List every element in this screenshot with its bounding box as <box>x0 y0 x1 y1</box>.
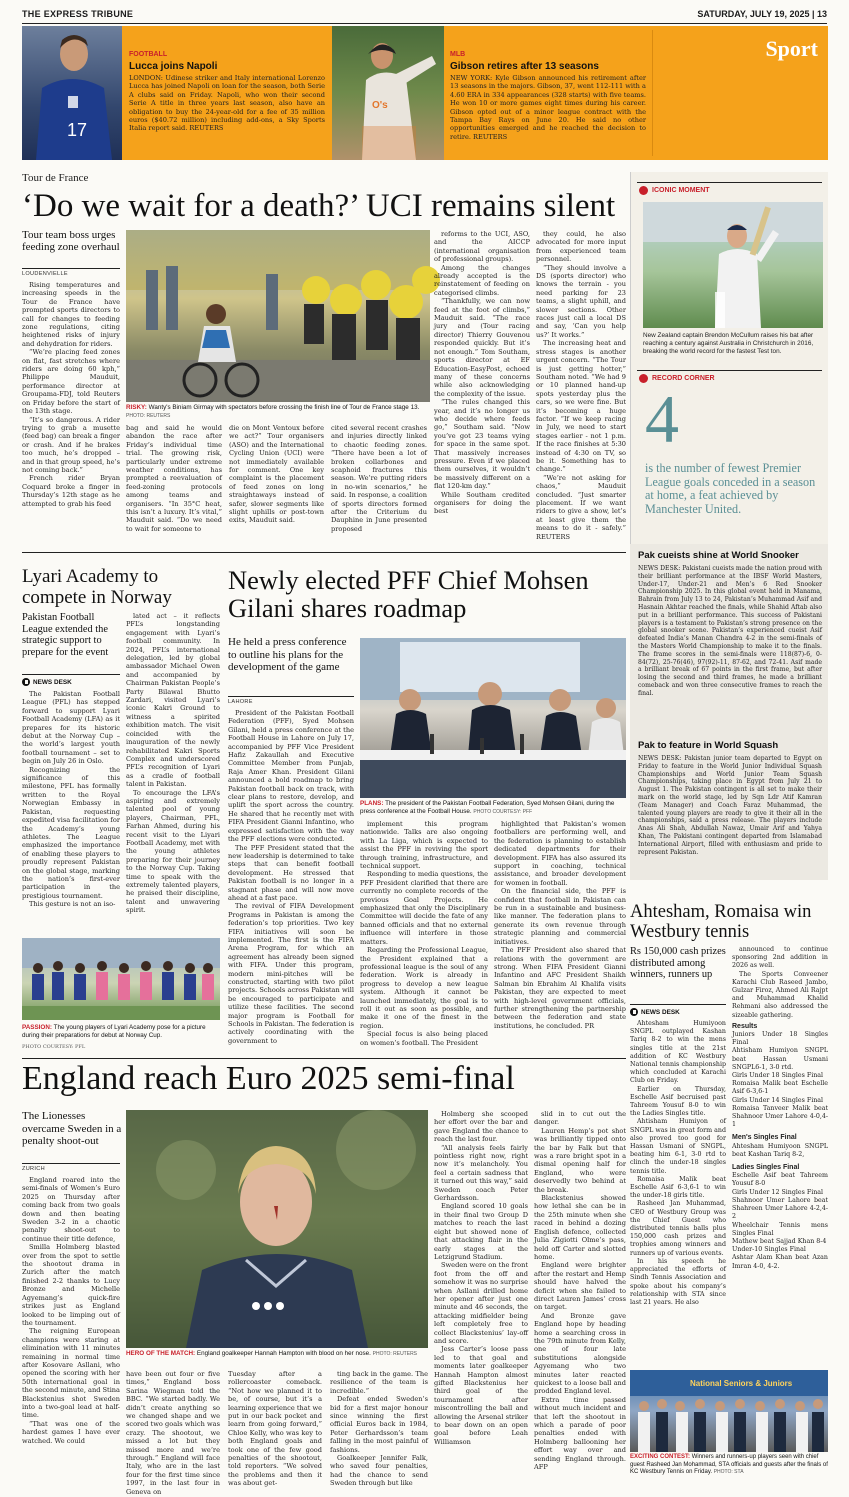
tdf-para: “We’re placing feed zones on flat, fast stretches where riders are doing 60 kph,” Philippe Mauduit, performance director at Groupama-FDJ, told Reuters on Friday before the start of the 13th stage. <box>22 348 120 416</box>
sidebar-rule <box>637 182 822 183</box>
lyari-byline: NEWS DESK <box>33 678 72 686</box>
result-line: Ahtesham Humiyoon SNGPL beat Kashan Tariq 8-2, <box>732 1142 828 1158</box>
westbury-para: Rasheed Jan Muhammad, CEO of Westbury Group was the Chief Guest who distributed tennis balls plus 150,000 cash prizes and trophies among winners and runners up of various events. <box>630 1200 726 1257</box>
euro-para: Blackstenius showed how lethal she can be in the 25th minute when she raced in behind a dozing English defence, collected Julia Zigiotti Olme’s pass, held off Carter and slotted home. <box>534 1194 626 1261</box>
result-line: Under-10 Singles Final <box>732 1246 806 1254</box>
westbury-para: Romaisa Malik beat Eschelle Asif 6-3,6-1 to win the under-18 girls title. <box>630 1175 726 1200</box>
euro-para: England scored 10 goals in their final two Group D matches to reach the last eight but showed none of that attacking flair in the early stages at the Letzigrund Stadium. <box>434 1202 528 1261</box>
euro-col4 <box>330 1370 428 1488</box>
tdf-para: “We’re not asking for chaos,” Mauduit concluded. “Just smarter placement. If we want riders to give a show, let’s at least give them the means to do it - safely.” REUTERS <box>536 473 626 541</box>
euro-para: England roared into the semi-finals of Women’s Euro 2025 on Thursday after coming back from two goals down and then beating Sweden 3-2 in a chaotic penalty shoot-out to continue their title defence, <box>22 1176 120 1243</box>
euro-dateline: ZURICH <box>22 1166 45 1172</box>
sidebar-rule <box>637 370 822 371</box>
westbury-banner: National Seniors & Juniors <box>690 1379 793 1388</box>
tdf-col2: bag and said he would abandon the race after Friday’s individual time trial. The growing risk, particularly under extreme weather conditions, has prompted a reevaluation of feed-zoning protocols among teams and organisers. “In 35°C heat, this isn’t a luxury. It’s vital,” Mauduit said. “Do we need to wait for someone to <box>126 424 222 533</box>
tdf-col1 <box>22 281 120 539</box>
gibson-headline: Gibson retires after 13 seasons <box>450 61 599 72</box>
tdf-photo <box>126 230 430 402</box>
lyari-col1 <box>22 690 120 934</box>
westbury-para: Ahtesham Humiyoon SNGPL outplayed Kashan Tariq 8-2 to win the mens singles title at the 21st addition of KC Westbury National tennis championship which concluded at Karachi Club on Friday. <box>630 1020 726 1085</box>
lyari-caption <box>22 1024 220 1040</box>
lyari-byline-row <box>22 678 72 686</box>
section-box <box>652 30 828 156</box>
result-line: Wheelchair Tennis mens Singles Final <box>732 1221 828 1237</box>
record-text: is the number of fewest Premier League goals conceded in a season at home, a feat achieved by Manchester United. <box>645 461 816 516</box>
record-label: RECORD CORNER <box>652 375 715 382</box>
results-label: Results <box>732 1022 758 1030</box>
lyari-subhead: Pakistan Football League extended the strategic support to prepare for the event <box>22 612 109 658</box>
result-line: Girls Under 12 Singles Final <box>732 1188 824 1196</box>
gibson-body: NEW YORK: Kyle Gibson announced his retirement after 13 seasons in the majors. Gibson, 37, went 112-111 with a 4.60 ERA in 334 appearances (328 starts) with five teams. He won 10 or more games eight times during his career. Gibson opted out of a minor league contract with the Tampa Bay Rays on June 20. He said no other opportunities emerged and he reached the decision to retire. REUTERS <box>450 74 646 141</box>
tdf-para: French rider Bryan Coquard broke a finger in Thursday’s 12th stage as he attempted to grab his feed <box>22 474 120 508</box>
tdf-para: “The rules changed this year, and it’s no longer us who decide where feeds go,” Southam said. “Now you’ve got 23 teams vying for space in the same spot. That massively increases pressure. Even if we placed them ourselves, it wouldn’t be massively different on a flat 120-km day.” <box>434 398 530 491</box>
euro-para: And Bronze gave England hope by heading home a searching cross in the 79th minute from Kelly, one of four late substitutions alongside Agyemang who two minutes later reacted quickest to a loose ball and prodded England level. <box>534 1311 626 1396</box>
euro-col1 <box>22 1176 120 1488</box>
pff-credit: PHOTO COURTESY: PFF <box>473 809 533 815</box>
euro-para: The reigning European champions were staring at elimination with 11 minutes remaining in normal time after Kosovare Asllani, who opened the scoring with her 50th international goal in the second minute, and Stina Blackstenius shot Sweden into a two-goal lead at half-time. <box>22 1327 120 1420</box>
right-sidebar <box>630 172 828 544</box>
euro-col6 <box>534 1110 626 1488</box>
euro-para: “That was one of the hardest games I have ever watched. We could <box>22 1419 120 1445</box>
lyari-headline: Lyari Academy to compete in Norway <box>22 566 172 608</box>
camera-icon <box>639 186 648 195</box>
lyari-caption-label: PASSION: <box>22 1024 52 1031</box>
westbury-col1 <box>630 1020 726 1368</box>
news-desk-icon <box>630 1008 638 1016</box>
snooker-body: NEWS DESK: Pakistani cueists made the nation proud with their brilliant performance at the IBSF World Masters, Under-17, Under-21 and Men’s 6 Red Snooker Championship 2025. In this global event held in Manama, Bahrain from July 13 to 24, Pakistan’s Muhammad Asif and Hasnain Akhtar reached the finals, while Shahid Aftab also put in a brilliant performance. This success of Pakistani players is a testament to Pakistan’s strong presence on the global snooker scene. Pakistan’s experienced cueist Asif defeated India’s Manan Chandra 4-2 in the semi-finals of the Masters World Championship to make it to the finals. The frame scores in the semi-finals were 118(87)-6, 0-84(72), 25-76(46), 97(92)-11, 87-62, and 72-41. Asif made a brilliant break of 67 points in the first frame, but after losing the second and third frames, he made a brilliant comeback and won three consecutive frames to reach the final. <box>638 565 822 697</box>
pff-col1 <box>228 709 354 1052</box>
westbury-photo <box>630 1370 828 1452</box>
westbury-caption-text: Winners and runners-up players seen with chief guest Rasheed Jan Mohammad, STA officials and guests after the finals of KC Westbury Tennis on Friday. <box>630 1454 828 1476</box>
lyari-para: To encourage the LFA’s aspiring and extremely talented pool of young players, Chairman, PFL, Farhan Ahmed, during his recent visit to the Liyari Football Academy, met with the young athletes preparing for their journey to the Norway Cup. Taking time to speak with the extremely talented players, he praised their discipline, talent and unwavering spirit. <box>126 788 220 915</box>
euro-headline: England reach Euro 2025 semi-final <box>22 1060 515 1097</box>
pff-caption <box>360 800 626 816</box>
westbury-para: The Sports Conveener Karachi Club Raseed Jambo, Gulzar Firoz, Ahmed Ali Rajpt and Muhammad Khalid Rehmani also addressed the sizeable gathering. <box>732 970 828 1019</box>
pff-caption-label: PLANS: <box>360 800 384 807</box>
svg-text:17: 17 <box>67 120 88 140</box>
westbury-byline-row <box>630 1008 680 1016</box>
result-line: Juniors Under 18 Singles Final <box>732 1031 828 1047</box>
tdf-para: Rising temperatures and increasing speeds in the Tour de France have prompted sports directors to call for changes to feeding zone regulations, citing heightened risks of injury and dehydration for riders. <box>22 281 120 348</box>
iconic-caption: New Zealand captain Brendon McCullum raises his bat after reaching a century against Australia in Christchurch in 2016, breaking the world record for the fastest Test ton. <box>643 332 814 355</box>
result-line: Eschelle Asif beat Tahreem Yousuf 8-0 <box>732 1172 828 1188</box>
westbury-para: In his speech he appreciated the efforts of Sindh Tennis Association and spoke about his company’s relationship with STA since last 21 years. He also <box>630 1257 726 1306</box>
tdf-para: Among the changes already accepted is the reinstatement of feeding on categorised climbs. <box>434 263 530 297</box>
lucca-kicker: FOOTBALL <box>129 51 168 58</box>
result-line: Ashtar Alam Khan beat Azan Imran 4-0, 4-2. <box>732 1254 828 1270</box>
lyari-para: The Pakistan Football League (PFL) has stepped forward to support Lyari Football Academy (LFA) as it prepares for its historic debut at the Norway Cup – the world’s largest youth football tournament – set to begin on July 26 in Oslo. <box>22 690 120 766</box>
tdf-col5 <box>434 230 530 540</box>
euro-rule <box>22 1163 120 1164</box>
euro-para: “All analysis feels fairly pointless right now, right now it’s melancholy. You feel a certain sadness that it turned out this way,” said Sweden coach Peter Gerhardsson. <box>434 1143 528 1203</box>
euro-caption-text: England goalkeeper Hannah Hampton with blood on her nose. <box>196 1350 371 1357</box>
euro-para: ting back in the game. The resilience of the team is incredible.” <box>330 1370 428 1395</box>
gibson-kicker: MLB <box>450 51 466 58</box>
pff-caption-text: The president of the Pakistan Football Federation, Syed Mohsen Gilani, during the press conference at the Football House. <box>360 800 615 815</box>
euro-col2: have been out four or five times,” England boss Sarina Wiegman told the BBC. “We started badly. We didn’t create anything so we changed shape and we scored two goals which was crazy. The shootout, we missed a lot but they missed more and we’re through.” England will face Italy, who are in the last four for the first time since 1997, in the last four in Geneva on <box>126 1370 220 1496</box>
svg-text:O's: O's <box>372 100 388 111</box>
result-line: Ahtisham Humiyon SNGPL beat Hassan Usmani SNGPL6-1, 3-0 rtd. <box>732 1047 828 1071</box>
tdf-col4: cited several recent crashes and injuries directly linked to chaotic feeding zones. “There have been a lot of broken collarbones and scaphoid fractures this season. We’re putting riders in no-win scenarios,” he said. In response, a coalition of sports directors formed after the Criterium du Dauphine in June presented proposed <box>331 424 427 533</box>
westbury-credit: PHOTO: STA <box>713 1469 744 1476</box>
tdf-para: “It’s so dangerous. A rider trying to grab a musette (feed bag) can break a finger or crash. And if he brakes too much, he’s dropped – and in that group speed, he’s not coming back.” <box>22 415 120 474</box>
pff-para: The PFF President stated that the new leadership is determined to take steps that can benefit football development. He stressed that Pakistan football is no longer in a stagnant phase and will now move ahead at a fast pace. <box>228 843 354 902</box>
lucca-body: LONDON: Udinese striker and Italy international Lorenzo Lucca has joined Napoli on loan for the season, both Serie A clubs said on Friday. Napoli, who won their second Serie A title in three years last season, also have an obligation to buy the 24-year-old for a fee of 35 million euros ($40.72 million) including add-ons, a Sky Sports Italia report said. REUTERS <box>129 74 325 133</box>
top-banner <box>22 26 828 160</box>
tdf-para: they could, he also advocated for more input from experienced team personnel. <box>536 230 626 264</box>
lyari-caption-text: The young players of Lyari Academy pose for a picture during their preparations for debut at Norway Cup. <box>22 1024 206 1039</box>
section-title: Sport <box>765 36 818 61</box>
tdf-dateline: LOUDENVIELLE <box>22 271 68 277</box>
iconic-label-row <box>639 186 710 195</box>
squash-headline: Pak to feature in World Squash <box>638 740 779 751</box>
pff-col2 <box>360 820 488 1052</box>
result-line: Girls Under 14 Singles Final <box>732 1096 824 1104</box>
euro-credit: PHOTO: REUTERS <box>372 1351 418 1357</box>
tdf-para: “Thankfully, we can now feed at the foot of climbs,” Mauduit said. “The race jury and (Tour racing director) Thierry Gouvenou responded quickly. But it’s not enough.” Tom Southam, sports director at EF Education-EasyPost, echoed many of these concerns while also acknowledging the complexity of the issue. <box>434 297 530 398</box>
pff-para: highlighted that Pakistan’s women footballers are performing well, and the federation is planning to establish dedicated departments for their development. FIFA has also assured its support in coaching, technical assistance, and broader development for women in football. <box>494 820 626 887</box>
pff-para: The PFF President also shared that relations with the government are strong. When FIFA President Gianni Infantino and AFC President Shaikh Salman bin Ebrahim Al Khalifa visits Pakistan, they are expected to meet with high-level government officials, further strengthening the partnership between the federation and state institutions, he concluded. PR <box>494 946 626 1030</box>
westbury-caption-label: EXCITING CONTEST: <box>630 1454 691 1460</box>
result-line: Romaisa Tanveer Malik beat Shahnoor Umer Lahore 4-0,4-1 <box>732 1104 828 1129</box>
snooker-headline: Pak cueists shine at World Snooker <box>638 550 799 561</box>
tdf-col3: die on Mont Ventoux before we act?” Tour organisers (ASO) and the International Cycling Union (UCI) were not immediately available for comment. One key complaint is the placement of feed zones on long straightaways instead of safer, slower segments like slight uphills or post-town exits, Mauduit said. <box>229 424 324 525</box>
euro-subhead: The Lionesses overcame Sweden in a penalty shoot-out <box>22 1110 122 1147</box>
result-line: Romaisa Malik beat Eschelle Asif 6-3,6-1 <box>732 1080 828 1096</box>
result-line: Shahnoor Umer Lahore beat Shahreen Umer Lahore 4-2,4-2 <box>732 1196 828 1221</box>
lyari-para: This gesture is not an iso- <box>29 900 116 909</box>
result-line: Mathew beat Sajjad Khan 8-4 <box>732 1237 827 1245</box>
euro-para: Smilla Holmberg blasted over from the spot to settle the shootout drama in Zurich after the match finished 2-2 thanks to Lucy Bronze and Michelle Agyemang’s quick-fire strikes just as England looked to be limping out of the tournament. <box>22 1243 120 1327</box>
pff-headline: Newly elected PFF Chief Mohsen Gilani shares roadmap <box>228 565 589 623</box>
lyari-col2 <box>126 612 220 934</box>
euro-para: slid in to cut out the danger. <box>534 1110 626 1127</box>
tdf-para: reforms to the UCI, ASO, and the AICCP (international organisation of professional groups). <box>434 230 530 264</box>
westbury-headline: Ahtesham, Romaisa win Westbury tennis <box>630 902 812 942</box>
euro-para: Goalkeeper Jennifer Falk, who saved four penalties, had the chance to send Sweden through but like <box>330 1454 428 1488</box>
page-date: SATURDAY, JULY 19, 2025 | 13 <box>697 9 827 19</box>
lucca-headline: Lucca joins Napoli <box>129 61 218 72</box>
tdf-rule <box>22 268 120 269</box>
westbury-byline: NEWS DESK <box>641 1008 680 1016</box>
record-number: 4 <box>645 381 679 457</box>
pff-para: The revival of FIFA Development Programs in Pakistan is among the federation’s top priorities. Two key FIFA initiatives will soon be implemented. The first is the FIFA Arena Program, for which an agreement has already been signed with FIFA. Under this program, modern mini-pitches will be constructed, starting with two pilot projects. Schools across Pakistan will be encouraged to participate and utilize these facilities. The second major program is Football for Schools in Pakistan. The federation is actively coordinating with the government to <box>228 902 354 1045</box>
westbury-para: announced to continue sponsoring 2nd addition in 2026 as well. <box>732 946 828 970</box>
westbury-para: Ahtisham Humiyon of SNGPL was in great form and also proved too good for Hassan Usmani of SNGPL, beating him 6-1, 3-0 rtd to clinch the under-18 singles tennis title. <box>630 1118 726 1175</box>
tdf-para: While Southam credited organisers for doing the best <box>434 490 530 516</box>
section-rule <box>22 1058 626 1059</box>
pff-subhead: He held a press conference to outline his plans for the development of the game <box>228 636 347 673</box>
news-desk-icon <box>22 678 30 686</box>
tdf-credit: PHOTO: REUTERS <box>126 413 171 419</box>
westbury-subhead: Rs 150,000 cash prizes distributed among winners, runners up <box>630 946 726 981</box>
euro-para: Jess Carter’s loose pass led to that goal and moments later goalkeeper Hannah Hampton almost gifted Blackstenius her third goal of the tournament after miscontrolling the ball and allowing the Arsenal striker to bear down on an open goal before Leah Williamson <box>434 1345 528 1446</box>
euro-col5 <box>434 1110 528 1488</box>
euro-para: Extra time passed without much incident and that left the shootout in which a parade of poor penalties ended with Holmberg ballooning her effort way over and sending England through. AFP <box>534 1395 626 1472</box>
euro-caption <box>126 1350 428 1358</box>
euro-photo <box>126 1110 428 1348</box>
pff-para: Special focus is also being placed on women’s football. The President <box>360 1030 488 1047</box>
pff-para: On the financial side, the PFF is confident that football in Pakistan can be run in a sustainable and business-like manner. The federation plans to generate its own revenue through strategic planning and commercial initiatives. <box>494 887 626 946</box>
tdf-col6 <box>536 230 626 540</box>
euro-para: England were brighter after the restart and Hemp should have halved the deficit when she failed to direct Lauren James’ cross on target. <box>534 1261 626 1312</box>
lucca-photo <box>22 26 122 160</box>
iconic-label: ICONIC MOMENT <box>652 187 710 194</box>
gibson-photo <box>332 26 444 160</box>
euro-para: Lauren Hemp’s pot shot was brilliantly tipped onto the bar by Falk but that was a rare bright spot in a dismal opening half for England, who were deservedly two behind at the break. <box>534 1126 626 1194</box>
tdf-label: Tour de France <box>22 172 89 184</box>
pff-para: implement this program nationwide. Talks are also ongoing with La Liga, which is expected to assist the PFF in reviving the sport through training, infrastructure, and technical support. <box>360 820 488 871</box>
tdf-para: The increasing heat and stress stages is another urgent concern. “The Tour is just getting hotter,” Southam noted. “We had 9 or 10 planned hand-up spots yesterday plus the cars, so we were fine. But it’s becoming a huge factor. “If we keep racing in July, we need to start stages earlier - not 1 p.m. If the race finishes at 5:30 instead of 4:30 on TV, so be it. Something has to change.” <box>536 339 626 474</box>
pff-photo <box>360 638 626 798</box>
euro-col3: Tuesday after a rollercoaster comeback. “Not how we planned it to be, of course, but it’s a learning experience that we put in our back pocket and learn from going forward,” Chloe Kelly, who was key to both England goals and took one of the few good penalties of the shootout, told reporters. “We solved the problems and then it was about get- <box>228 1370 322 1488</box>
westbury-caption <box>630 1454 828 1477</box>
tdf-caption-text: Wanty's Biniam Girmay with spectators before crossing the finish line of Tour de France stage 13. <box>148 404 420 411</box>
pff-para: Responding to media questions, the PFF President clarified that there are currently no complete records of the previous Goal Projects. He emphasized that only the Disciplinary Committee will decide the fate of any banned officials and that no external influence will interfere in those matters. <box>360 870 488 946</box>
lyari-photo <box>22 938 220 1020</box>
pff-para: President of the Pakistan Football Federation (PFF), Syed Mohsen Gilani, held a press conference at the Football House in Lahore on July 17, accompanied by PFF Vice President Hafiz Zakaullah and Executive Committee Member from Punjab, Raja Amer Khan. President Gilani announced a bold roadmap to bring Pakistan football back on track, with clear plans to restore, develop, and uplift the sport across the country. He shared that he recently met with FIFA President Gianni Infantino, who expressed satisfaction with the way the PFF elections were conducted. <box>228 709 354 844</box>
briefs-box <box>630 544 828 880</box>
paper-name: THE EXPRESS TRIBUNE <box>22 9 134 19</box>
westbury-col2 <box>732 946 828 1368</box>
lyari-para: Recognizing the significance of this milestone, PFL has formally written to the Royal Norwegian Embassy in Pakistan, requesting expedited visa facilitation for the Academy’s young athletes. The League emphasized the importance of enabling these players to proudly represent Pakistan on the global stage, marking the nation’s first-ever participation in the prestigious tournament. <box>22 765 120 900</box>
result-line: Girls Under 18 Singles Final <box>732 1072 824 1080</box>
section-rule <box>22 552 626 553</box>
tdf-headline: ‘Do we wait for a death?’ UCI remains silent <box>22 188 616 224</box>
pff-para: Regarding the Professional League, the President explained that a professional league is the soul of any federation. Work is already in progress to develop a new league system. Although it cannot be launched immediately, the goal is to roll it out as soon as possible, and make it one of the finest in the region. <box>360 946 488 1030</box>
tdf-caption-label: RISKY: <box>126 404 147 411</box>
westbury-rule <box>630 1004 726 1005</box>
euro-para: Defeat ended Sweden’s bid for a first major honour since winning the first official Euros back in 1984, Peter Gerhardsson’s team falling in the most painful of fashions. <box>330 1395 428 1454</box>
euro-caption-label: HERO OF THE MATCH: <box>126 1350 196 1357</box>
lyari-credit: PHOTO COURTESY: PFL <box>22 1044 86 1050</box>
lyari-para: lated act – it reflects PFL’s longstanding engagement with Lyari’s football community. In 2024, PFL’s international delegation, led by global ambassador Michael Owen and accompanied by Chairman Pakistan People’s Party Bilawal Bhutto Zardari, visited Lyari’s iconic Kakri Ground to witness a spirited exhibition match. The visit coincided with the inauguration of the newly rehabilitated Kakri Sports Complex and underscored PFL’s recognition of Lyari as a cradle of football talent in Pakistan. <box>126 612 220 789</box>
pff-rule <box>228 696 354 697</box>
pff-col3 <box>494 820 626 1052</box>
squash-body: NEWS DESK: Pakistan junior team departed to Egypt on Friday to feature in the World Junior Individual Squash Championships and World Junior Team Squash Championships, taking place in Egypt from July 21 to August 1. The Pakistan contingent is all set to make their mark on the world stage, led by Sqn Ldr Atif Kamran (Team Manager) and Coach Faraz Muhammad, the talented young players are ready to give it their all in the championships, said a press release. The players include Anas Ali Shah, Abdullah Nawaz, Umair Arif and Yahya Khan, The Pakistani contingent departed from Islamabad International Airport, filled with enthusiasm and pride to represent Pakistan. <box>638 755 822 856</box>
tdf-subhead: Tour team boss urges feeding zone overhaul <box>22 229 120 253</box>
tdf-caption <box>126 404 430 420</box>
euro-para: Holmberg she scooped her effort over the bar and gave England the chance to reach the last four. <box>434 1110 528 1144</box>
iconic-photo <box>643 202 823 328</box>
tdf-para: “They should involve a DS (sports director) who knows the terrain - you need parking for 23 teams, a slight uphill, and slower sections. Other races just call a local DS and say, ‘Can you help us?’ It works.” <box>536 263 626 339</box>
euro-para: Sweden were on the front foot from the off and somehow it was no surprise when Asllani drilled home her opener after just one minute and 46 seconds, the attacking midfielder being left completely free to collect Blackstenius’ lay-off and score. <box>434 1261 528 1345</box>
masthead-rule <box>22 23 827 24</box>
westbury-para: Earlier on Thursday, Eschelle Asif becruised past Tahreem Yousuf 8-0 to win the Ladies Singles title. <box>630 1085 726 1118</box>
ladies-label: Ladies Singles Final <box>732 1164 800 1172</box>
pff-dateline: LAHORE <box>228 699 253 705</box>
lyari-rule <box>22 674 120 675</box>
mens-label: Men's Singles Final <box>732 1134 797 1142</box>
